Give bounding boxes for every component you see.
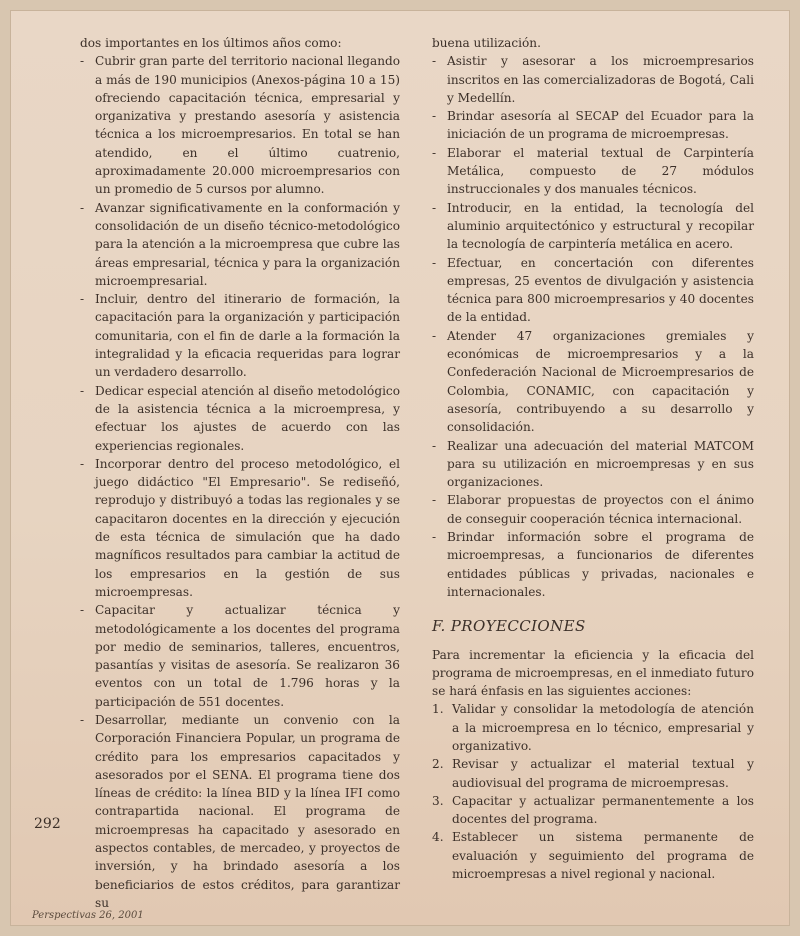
list-item: - Elaborar el material textual de Carpintería Metálica, compuesto de 27 módulos instruccionales y dos manuales técnicos. [432, 144, 754, 199]
list-item: - Asistir y asesorar a los microempresarios inscritos en las comercializadoras de Bogotá, Cali y Medellín. [432, 52, 754, 107]
page-number: 292 [34, 816, 61, 832]
item-number: 4. [432, 830, 444, 845]
list-item: - Incluir, dentro del itinerario de formación, la capacitación para la organización y participación comunitaria, con el fin de darle a la formación la integralidad y la eficacia requeridas para lograr un verdadero desarrollo. [80, 290, 400, 381]
numbered-item [432, 755, 754, 792]
list-item: - Atender 47 organizaciones gremiales y económicas de microempresarios y a la Confederación Nacional de Microempresarios de Colombia, CONAMIC, con capacitación y asesoría, contribuyendo a su desarrollo y consolidación. [432, 327, 754, 437]
item-number: 3. [432, 793, 444, 808]
list-item: - Brindar asesoría al SECAP del Ecuador para la iniciación de un programa de microempresas. [432, 107, 754, 144]
list-item: - Elaborar propuestas de proyectos con el ánimo de conseguir cooperación técnica internacional. [432, 491, 754, 528]
list-item: - Capacitar y actualizar técnica y metodológicamente a los docentes del programa por medio de seminarios, talleres, encuentros, pasantías y visitas de asesoría. Se realizaron 36 eventos con un total de 1.796 horas y la participación de 551 docentes. [80, 601, 400, 711]
list-item: - Incorporar dentro del proceso metodológico, el juego didáctico "El Empresario". Se rediseñó, reprodujo y distribuyó a todas las regionales y se capacitaron docentes en la dirección y ejecución de esta técnica de simulación que ha dado magníficos resultados para cambiar la actitud de los empresarios en la gestión de sus microempresas. [80, 455, 400, 601]
list-item: - Efectuar, en concertación con diferentes empresas, 25 eventos de divulgación y asistencia técnica para 800 microempresarios y 40 docentes de la entidad. [432, 254, 754, 327]
book-page [10, 10, 790, 926]
continuation-text: buena utilización. [432, 36, 541, 50]
list-item: - Dedicar especial atención al diseño metodológico de la asistencia técnica a la microempresa, y efectuar los ajustes de acuerdo con las experiencias regionales. [80, 382, 400, 455]
section-heading: F. PROYECCIONES [432, 617, 586, 636]
projections-list [432, 700, 754, 883]
achievements-list-continued [432, 52, 754, 601]
achievements-list [80, 52, 400, 912]
list-item: - Cubrir gran parte del territorio nacional llegando a más de 190 municipios (Anexos-página 10 a 15) ofreciendo capacitación técnica, empresarial y organizativa y prestando asesoría y asistencia técnica a los microempresarios. En total se han atendido, en el último cuatrenio, aproximadamente 20.000 microempresarios con un promedio de 5 cursos por alumno. [80, 52, 400, 198]
numbered-item [432, 792, 754, 829]
list-item: - Desarrollar, mediante un convenio con la Corporación Financiera Popular, un programa de crédito para los empresarios capacitados y asesorados por el SENA. El programa tiene dos líneas de crédito: la línea BID y la línea IFI como contrapartida nacional. El programa de microempresas ha capacitado y asesorado en aspectos contables, de mercadeo, y proyectos de inversión, y ha brindado asesoría a los beneficiarios de estos créditos, para garantizar su [80, 711, 400, 912]
item-text: Capacitar y actualizar permanentemente a los docentes del programa. [452, 793, 754, 827]
list-item: - Realizar una adecuación del material MATCOM para su utilización en microempresas y en sus organizaciones. [432, 437, 754, 492]
footer-citation: Perspectivas 26, 2001 [32, 910, 144, 921]
list-item: - Brindar información sobre el programa de microempresas, a funcionarios de diferentes entidades públicas y privadas, nacionales e internacionales. [432, 528, 754, 601]
list-item: - Avanzar significativamente en la conformación y consolidación de un diseño técnico-metodológico para la atención a la microempresa que cubre las áreas empresarial, técnica y para la organización microempresarial. [80, 199, 400, 290]
numbered-item [432, 700, 754, 755]
numbered-item [432, 828, 754, 883]
right-column [432, 34, 754, 883]
item-text: Revisar y actualizar el material textual y audiovisual del programa de microempresas. [452, 757, 754, 790]
list-item: - Introducir, en la entidad, la tecnología del aluminio arquitectónico y estructural y recopilar la tecnología de carpintería metálica en acero. [432, 199, 754, 254]
section-intro: Para incrementar la eficiencia y la eficacia del programa de microempresas, en el inmediato futuro se hará énfasis en las siguientes acciones: [432, 647, 754, 699]
item-number: 1. [432, 702, 444, 717]
item-text: Validar y consolidar la metodología de atención a la microempresa en lo técnico, empresarial y organizativo. [452, 702, 754, 753]
intro-text: dos importantes en los últimos años como: [80, 36, 342, 50]
item-text: Establecer un sistema permanente de evaluación y seguimiento del programa de microempresas a nivel regional y nacional. [452, 830, 754, 882]
left-column [80, 34, 400, 912]
item-number: 2. [432, 757, 444, 772]
